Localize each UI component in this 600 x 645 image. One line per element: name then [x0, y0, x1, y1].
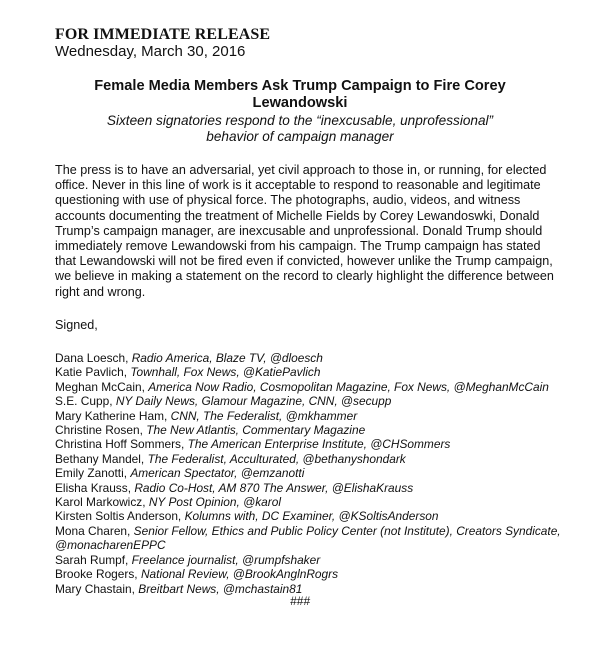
signatory-name: Meghan McCain, [55, 379, 145, 394]
signatory-list [55, 351, 575, 596]
signatory-affiliation: The American Enterprise Institute, @CHSommers [187, 437, 451, 452]
signatory-item [55, 380, 575, 394]
signatory-affiliation: The Federalist, Acculturated, @bethanyshondark [147, 451, 406, 466]
signatory-item [55, 481, 575, 495]
end-mark: ### [289, 594, 311, 608]
signatory-affiliation: Senior Fellow, Ethics and Public Policy Center (not Institute), Creators Syndicate, @monacharenEPPC [55, 523, 561, 553]
signatory-name: Mona Charen, [55, 523, 131, 538]
signatory-affiliation: American Spectator, @emzanotti [130, 466, 305, 481]
signatory-item [55, 365, 575, 379]
release-date: Wednesday, March 30, 2016 [55, 43, 246, 60]
signatory-affiliation: Kolumns with, DC Examiner, @KSoltisAnderson [184, 509, 439, 524]
signatory-item [55, 466, 575, 480]
signatory-item [55, 495, 575, 509]
signatory-affiliation: Radio Co-Host, AM 870 The Answer, @ElishaKrauss [134, 480, 414, 495]
signatory-item [55, 437, 575, 451]
signed-label: Signed, [55, 318, 98, 332]
headline-title: Female Media Members Ask Trump Campaign to Fire Corey Lewandowski [94, 78, 506, 111]
signatory-name: Kirsten Soltis Anderson, [55, 509, 182, 524]
signatory-affiliation: The New Atlantis, Commentary Magazine [146, 423, 366, 438]
signatory-name: S.E. Cupp, [55, 394, 113, 409]
release-label: FOR IMMEDIATE RELEASE [55, 26, 271, 43]
signatory-affiliation: America Now Radio, Cosmopolitan Magazine, Fox News, @MeghanMcCain [148, 379, 549, 394]
signatory-affiliation: Breitbart News, @mchastain81 [138, 581, 303, 596]
signatory-name: Brooke Rogers, [55, 567, 138, 582]
signatory-item [55, 509, 575, 523]
signatory-name: Christine Rosen, [55, 423, 143, 438]
signatory-affiliation: Freelance journalist, @rumpfshaker [131, 552, 321, 567]
signatory-name: Emily Zanotti, [55, 466, 128, 481]
body-paragraph: The press is to have an adversarial, yet civil approach to those in, or running, for elected office. Never in this line of work is it acceptable to respond to reasonable and legitimate questioning with use of physical force. The photographs, audio, videos, and witness accounts documenting the treatment of Michelle Fields by Corey Lewandoswki, Donald Trump’s campaign manager, are inexcusable and unprofessional. Donald Trump should immediately remove Lewandowski from his campaign. The Trump campaign has stated that Lewandowski will not be fired even if convicted, however unlike the Trump campaign, we believe in making a statement on the record to clearly highlight the difference between right and wrong. [55, 163, 554, 299]
signatory-item [55, 452, 575, 466]
headline-subtitle: Sixteen signatories respond to the “inexcusable, unprofessional” behavior of campaign manager [106, 113, 494, 144]
signatory-affiliation: Radio America, Blaze TV, @dloesch [131, 351, 323, 365]
signatory-affiliation: Townhall, Fox News, @KatiePavlich [130, 365, 321, 380]
signatory-item [55, 394, 575, 408]
signatory-item [55, 567, 575, 581]
signatory-affiliation: NY Post Opinion, @karol [148, 495, 281, 510]
signatory-affiliation: CNN, The Federalist, @mkhammer [170, 408, 358, 423]
signatory-affiliation: National Review, @BrookAnglnRogrs [140, 567, 339, 582]
signatory-name: Christina Hoff Sommers, [55, 437, 185, 452]
signatory-name: Bethany Mandel, [55, 451, 145, 466]
signatory-affiliation: NY Daily News, Glamour Magazine, CNN, @secupp [115, 394, 392, 409]
signatory-name: Elisha Krauss, [55, 480, 132, 495]
signatory-item [55, 524, 575, 553]
signatory-name: Mary Katherine Ham, [55, 408, 168, 423]
signatory-name: Dana Loesch, [55, 351, 129, 365]
signatory-item [55, 553, 575, 567]
signatory-name: Katie Pavlich, [55, 365, 128, 380]
signatory-name: Sarah Rumpf, [55, 552, 129, 567]
signatory-name: Mary Chastain, [55, 581, 135, 596]
signatory-name: Karol Markowicz, [55, 495, 146, 510]
signatory-item [55, 351, 575, 365]
signatory-item [55, 409, 575, 423]
signatory-item [55, 423, 575, 437]
